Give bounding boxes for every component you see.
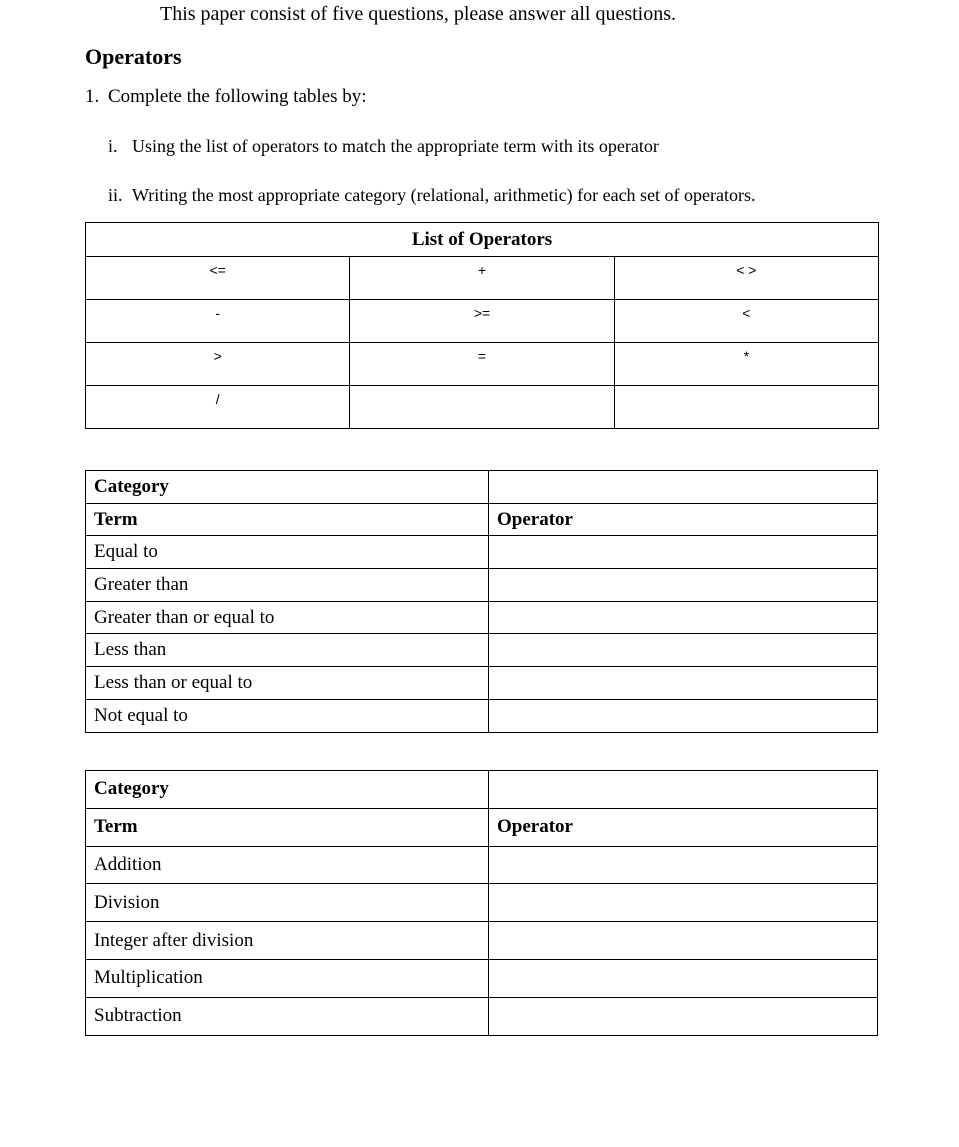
operator-answer-cell[interactable] — [489, 634, 878, 667]
table-row — [86, 300, 879, 343]
operator-answer-cell[interactable] — [489, 959, 878, 997]
operator-answer-cell[interactable] — [489, 922, 878, 960]
category-label: Category — [86, 771, 489, 809]
intro-text: This paper consist of five questions, please answer all questions. — [160, 3, 676, 25]
term-cell: Not equal to — [86, 699, 489, 732]
operator-header: Operator — [489, 503, 878, 536]
table-row — [86, 343, 879, 386]
sub-item-i — [108, 136, 659, 157]
table-row — [86, 257, 879, 300]
category-answer-cell[interactable] — [489, 471, 878, 504]
operator-cell — [350, 386, 614, 429]
header-row — [86, 808, 878, 846]
table-row — [86, 667, 878, 700]
question-1 — [85, 86, 367, 108]
table-row — [86, 634, 878, 667]
operator-answer-cell[interactable] — [489, 997, 878, 1035]
sub-item-numeral: i. — [108, 136, 118, 156]
term-header: Term — [86, 503, 489, 536]
operator-answer-cell[interactable] — [489, 536, 878, 569]
arithmetic-terms-table — [85, 770, 878, 1036]
term-cell: Integer after division — [86, 922, 489, 960]
table-row — [86, 699, 878, 732]
sub-item-text: Using the list of operators to match the appropriate term with its operator — [132, 136, 659, 156]
header-row — [86, 503, 878, 536]
table-row — [86, 959, 878, 997]
operator-answer-cell[interactable] — [489, 569, 878, 602]
category-answer-cell[interactable] — [489, 771, 878, 809]
sub-item-numeral: ii. — [108, 185, 123, 205]
sub-item-ii — [108, 185, 756, 206]
term-cell: Equal to — [86, 536, 489, 569]
operator-cell: < — [614, 300, 878, 343]
table-row — [86, 386, 879, 429]
operator-cell — [614, 386, 878, 429]
term-cell: Greater than — [86, 569, 489, 602]
term-cell: Division — [86, 884, 489, 922]
operator-answer-cell[interactable] — [489, 601, 878, 634]
operator-answer-cell[interactable] — [489, 884, 878, 922]
sub-item-text: Writing the most appropriate category (relational, arithmetic) for each set of operators. — [132, 185, 756, 205]
table-row — [86, 569, 878, 602]
operator-cell: > — [86, 343, 350, 386]
operator-answer-cell[interactable] — [489, 846, 878, 884]
term-cell: Addition — [86, 846, 489, 884]
table-row — [86, 922, 878, 960]
section-title: Operators — [85, 44, 182, 69]
operators-table — [85, 222, 879, 429]
term-cell: Greater than or equal to — [86, 601, 489, 634]
operator-cell: >= — [350, 300, 614, 343]
term-cell: Less than — [86, 634, 489, 667]
operator-cell: - — [86, 300, 350, 343]
term-cell: Multiplication — [86, 959, 489, 997]
term-cell: Less than or equal to — [86, 667, 489, 700]
table-row — [86, 536, 878, 569]
term-cell: Subtraction — [86, 997, 489, 1035]
operator-cell: + — [350, 257, 614, 300]
question-text: Complete the following tables by: — [108, 86, 367, 107]
operator-cell: <= — [86, 257, 350, 300]
table-row — [86, 601, 878, 634]
category-row — [86, 471, 878, 504]
table-row — [86, 997, 878, 1035]
operator-cell: < > — [614, 257, 878, 300]
operator-cell: / — [86, 386, 350, 429]
operator-cell: = — [350, 343, 614, 386]
category-row — [86, 771, 878, 809]
relational-terms-table — [85, 470, 878, 733]
operator-cell: * — [614, 343, 878, 386]
operator-answer-cell[interactable] — [489, 667, 878, 700]
operators-table-title-row — [86, 223, 879, 257]
operator-header: Operator — [489, 808, 878, 846]
operators-table-title: List of Operators — [86, 223, 879, 257]
table-row — [86, 884, 878, 922]
table-row — [86, 846, 878, 884]
term-header: Term — [86, 808, 489, 846]
operator-answer-cell[interactable] — [489, 699, 878, 732]
question-number: 1. — [85, 86, 100, 107]
category-label: Category — [86, 471, 489, 504]
